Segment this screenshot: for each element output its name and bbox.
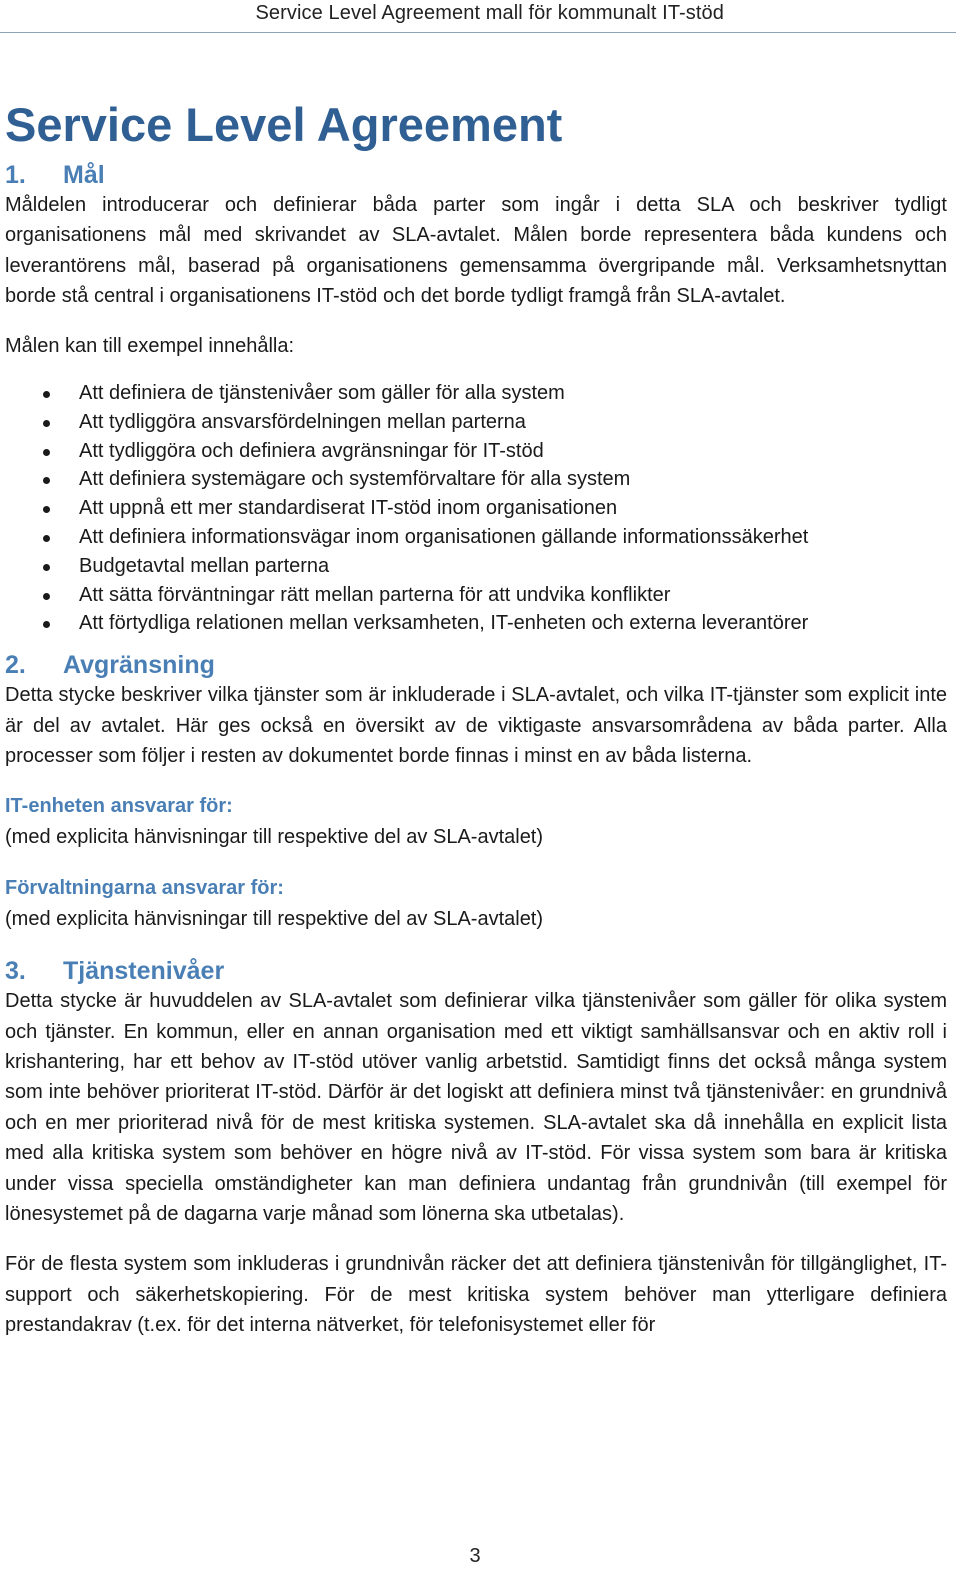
list-item-text: Att definiera de tjänstenivåer som gäller för alla system: [79, 382, 565, 405]
section-heading-mal: [5, 156, 947, 194]
bullet-icon: [43, 506, 50, 513]
bullet-icon: [43, 621, 50, 628]
list-item: [5, 581, 947, 610]
section-title: Avgränsning: [63, 651, 215, 680]
list-item-text: Att tydliggöra ansvarsfördelningen mellan parterna: [79, 410, 526, 433]
list-item: [5, 552, 947, 581]
document-title: Service Level Agreement: [5, 98, 563, 151]
page-header: [0, 0, 956, 33]
list-item-text: Att sätta förväntningar rätt mellan parterna för att undvika konflikter: [79, 583, 671, 606]
section-paragraph: Detta stycke beskriver vilka tjänster som är inkluderade i SLA-avtalet, och vilka IT-tjänster som explicit inte är del av avtalet. Här ges också en översikt av de viktigaste ansvarsområdena av båda parter. Alla processer som följer i resten av dokumentet borde finnas i minst en av båda listerna.: [5, 684, 947, 768]
responsibility-note: (med explicita hänvisningar till respektive del av SLA-avtalet): [5, 907, 544, 930]
section-paragraph: Måldelen introducerar och definierar båda parter som ingår i detta SLA och beskriver tydligt organisationens mål med skrivandet av SLA-avtalet. Målen borde representera båda kundens och leverantörens mål, baserad på organisationens gemensamma övergripande mål. Verksamhetsnyttan borde stå central i organisationens IT-stöd och det borde tydligt framgå från SLA-avtalet.: [5, 194, 947, 308]
list-item-text: Att förtydliga relationen mellan verksamheten, IT-enheten och externa leverantörer: [79, 612, 809, 635]
document-body: [5, 96, 947, 1341]
bullet-icon: [43, 449, 50, 456]
list-item: [5, 523, 947, 552]
list-item-text: Budgetavtal mellan parterna: [79, 554, 330, 577]
list-item-text: Att uppnå ett mer standardiserat IT-stöd inom organisationen: [79, 497, 618, 520]
section-paragraph: Detta stycke är huvuddelen av SLA-avtalet som definierar vilka tjänstenivåer som gäller för olika system och tjänster. En kommun, eller en annan organisation med ett viktigt samhällsansvar och en aktiv roll i krishantering, har ett behov av IT-stöd utöver vanlig arbetstid. Samtidigt finns det också många system som inte behöver prioriterat IT-stöd. Därför är det logiskt att definiera minst två tjänstenivåer: en grundnivå och en mer prioriterad nivå för de mest kritiska systemen. SLA-avtalet ska då innehålla en explicit lista med alla kritiska system som behöver en högre nivå av IT-stöd. För vissa system som bara är kritiska under vissa speciella omständigheter kan man definiera undantag från grundnivån (till exempel för lönesystemet på de dagarna varje månad som lönerna ska utbetalas).: [5, 990, 947, 1226]
bullet-icon: [43, 477, 50, 484]
list-item: [5, 494, 947, 523]
page-number: 3: [469, 1545, 481, 1567]
bullet-icon: [43, 535, 50, 542]
list-item: [5, 465, 947, 494]
bullet-icon: [43, 420, 50, 427]
list-item: [5, 379, 947, 408]
bullet-icon: [43, 391, 50, 398]
section-number: 2.: [5, 651, 26, 680]
bullet-icon: [43, 564, 50, 571]
responsibility-heading-it: IT-enheten ansvarar för:: [5, 795, 233, 818]
section-title: Mål: [63, 161, 105, 189]
section-title: Tjänstenivåer: [63, 957, 225, 986]
bullet-icon: [43, 593, 50, 600]
goals-list: [5, 379, 947, 638]
responsibility-heading-forvaltningar: Förvaltningarna ansvarar för:: [5, 876, 284, 899]
section-number: 1.: [5, 161, 26, 189]
list-item-text: Att definiera informationsvägar inom organisationen gällande informationssäkerhet: [79, 526, 809, 549]
running-title: Service Level Agreement mall för kommunalt IT-stöd: [255, 2, 724, 24]
list-item: [5, 408, 947, 437]
section-number: 3.: [5, 957, 26, 986]
list-item-text: Att definiera systemägare och systemförvaltare för alla system: [79, 468, 631, 491]
list-item: [5, 609, 947, 638]
responsibility-note: (med explicita hänvisningar till respektive del av SLA-avtalet): [5, 826, 544, 849]
section-paragraph: För de flesta system som inkluderas i grundnivån räcker det att definiera tjänstenivån för tillgänglighet, IT-support och säkerhetskopiering. För de mest kritiska system behöver man ytterligare definiera prestandakrav (t.ex. för det interna nätverket, för telefonisystemet eller för: [5, 1253, 947, 1337]
section-paragraph: Målen kan till exempel innehålla:: [5, 334, 295, 357]
section-heading-tjanstenivaer: [5, 952, 947, 990]
list-item-text: Att tydliggöra och definiera avgränsningar för IT-stöd: [79, 439, 544, 462]
list-item: [5, 437, 947, 466]
section-heading-avgransning: [5, 646, 947, 684]
